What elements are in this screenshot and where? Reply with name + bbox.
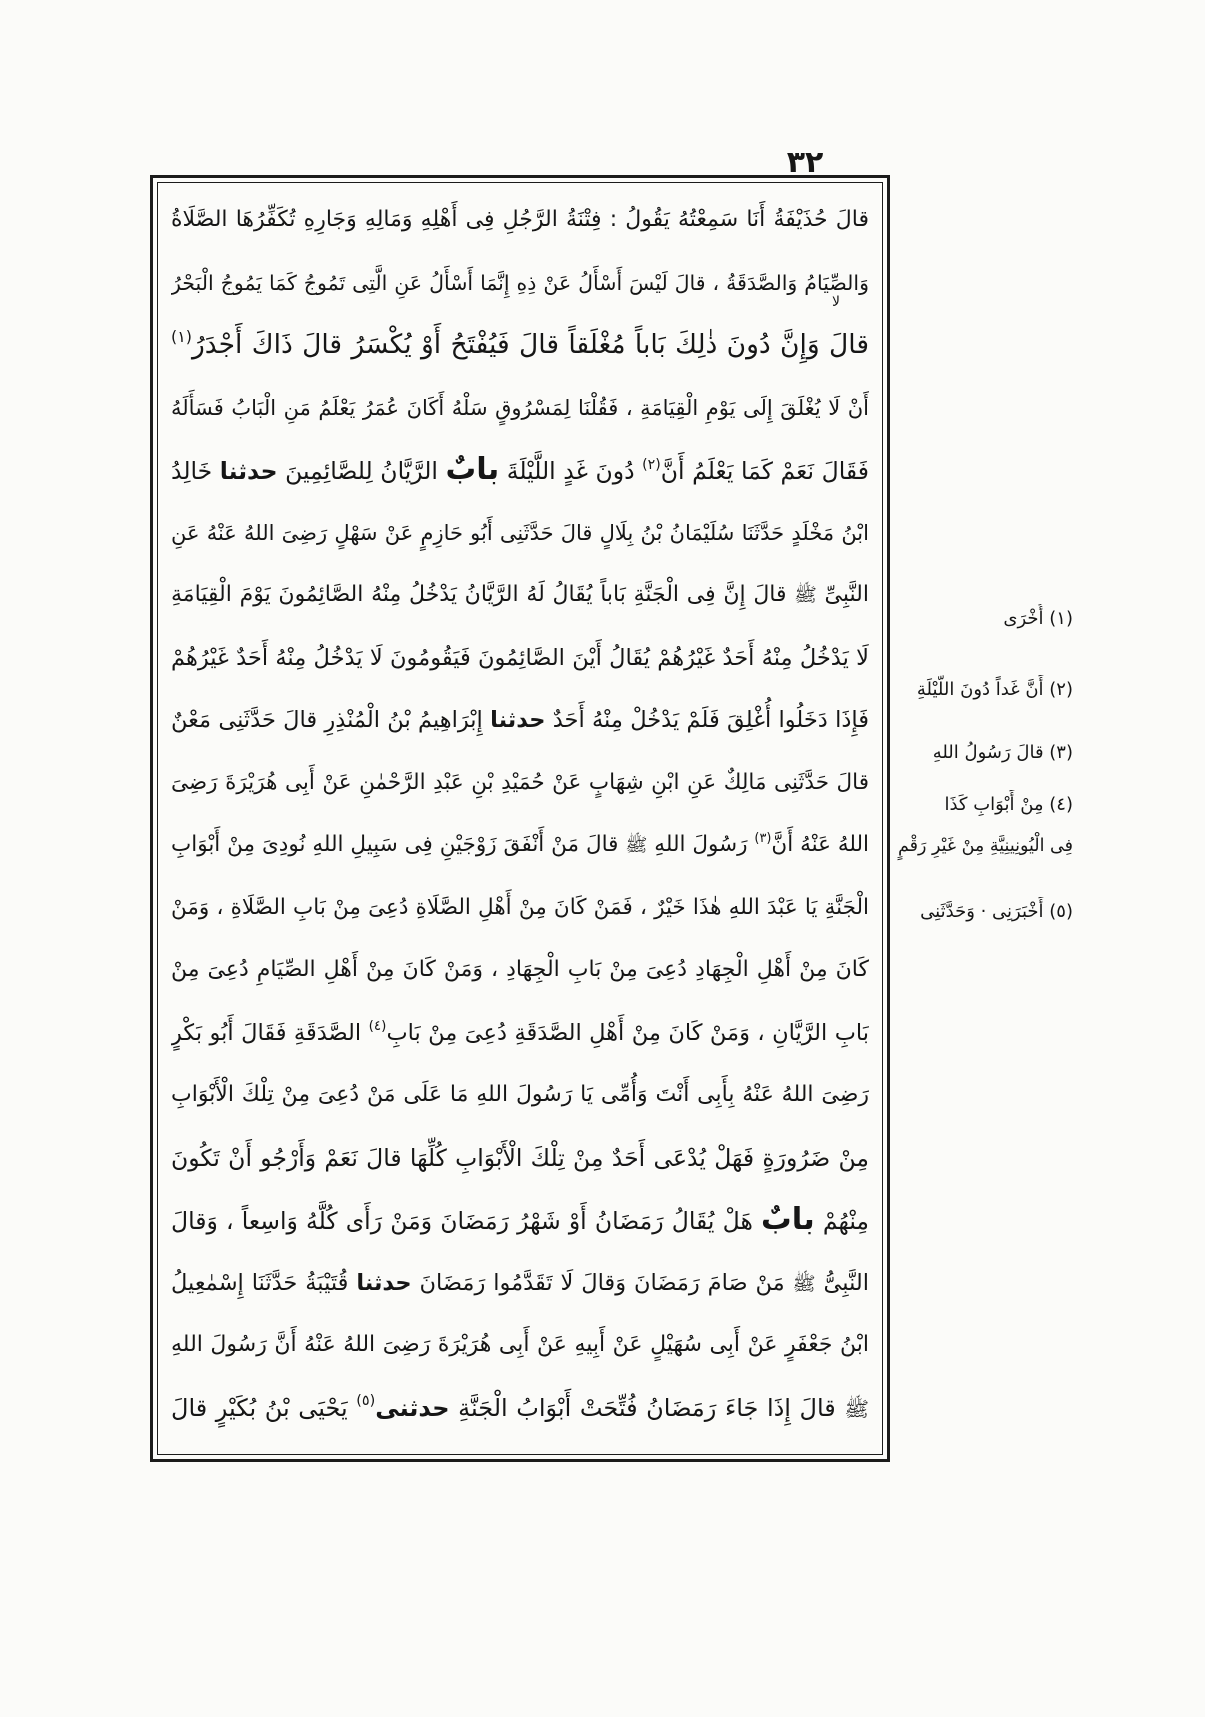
text-segment: أَنْ لَا يُغْلَقَ إِلَى يَوْمِ الْقِيَامَةِ ، فَقُلْنَا لِمَسْرُوقٍ سَلْهُ أَكَانَ عُمَرُ يَعْلَمُ مَنِ الْبَابُ فَسَأَلَهُ <box>171 395 869 420</box>
salutation-symbol: ﷺ <box>794 585 817 606</box>
text-segment: إِبْرَاهِيمُ بْنُ الْمُنْذِرِ قالَ حَدَّثَنِى مَعْنٌ <box>171 707 491 733</box>
margin-note: (٣) قالَ رَسُولُ اللهِ <box>932 742 1073 763</box>
footnote-ref: (١) <box>171 326 192 346</box>
text-line <box>171 439 869 502</box>
text-segment: قالَ مَنْ أَنْفَقَ زَوْجَيْنِ فِى سَبِيلِ اللهِ نُودِىَ مِنْ أَبْوَابِ <box>171 832 626 857</box>
text-segment: قالَ حُذَيْفَةُ أَنَا سَمِعْتُهُ يَقُولُ : فِتْنَةُ الرَّجُلِ فِى أَهْلِهِ وَمَالِهِ وَجَارِهِ تُكَفِّرُهَا الصَّلَاةُ <box>171 207 869 232</box>
page-number: ٣٢ <box>786 145 824 180</box>
text-line <box>171 1002 869 1065</box>
text-segment: فَإِذَا دَخَلُوا أُغْلِقَ فَلَمْ يَدْخُلْ مِنْهُ أَحَدٌ <box>545 707 869 733</box>
variant-mark: لا <box>832 294 840 310</box>
text-segment: يَحْيَى بْنُ بُكَيْرٍ قالَ <box>171 1393 357 1422</box>
text-segment: الصَّدَقَةِ فَقَالَ أَبُو بَكْرٍ <box>171 1019 369 1046</box>
footnote-ref: (٢) <box>642 457 661 474</box>
text-segment: اللهُ عَنْهُ أَنَّ <box>771 832 869 857</box>
footnote-ref: (٤) <box>368 1018 387 1035</box>
text-line <box>171 814 869 877</box>
text-segment: ابْنُ جَعْفَرٍ عَنْ أَبِى سُهَيْلٍ عَنْ أَبِيهِ عَنْ أَبِى هُرَيْرَةَ رَضِىَ اللهُ عَنْهُ أَنَّ رَسُولَ اللهِ <box>171 1332 869 1357</box>
text-segment: وَالصِّيَامُ وَالصَّدَقَةُ ، قالَ لَيْسَ أَسْأَلُ عَنْ ذِهِ إِنَّمَا أَسْأَلُ عَنِ الَّتِى تَمُوجُ كَمَا يَمُوجُ الْبَحْرُ <box>171 270 869 295</box>
margin-note: (١) أُخْرَى <box>1003 608 1073 629</box>
text-segment: الْجَنَّةِ يَا عَبْدَ اللهِ هٰذَا خَيْرٌ ، فَمَنْ كَانَ مِنْ أَهْلِ الصَّلَاةِ دُعِىَ مِنْ بَابِ الصَّلَاةِ ، وَمَنْ <box>171 894 869 920</box>
narration-keyword: حدثنى <box>375 1393 450 1422</box>
text-line <box>171 1314 869 1377</box>
text-line <box>171 252 869 315</box>
text-segment: هَلْ يُقَالُ رَمَضَانُ أَوْ شَهْرُ رَمَضَانَ وَمَنْ رَأَى كُلَّهُ وَاسِعاً ، وَقالَ <box>171 1207 762 1235</box>
text-body <box>171 189 869 1439</box>
margin-note: (٥) أَخْبَرَنِى · وَحَدَّثَنِى <box>920 901 1073 922</box>
text-line <box>171 564 869 627</box>
text-frame <box>150 175 890 1462</box>
text-line <box>171 1127 869 1190</box>
narration-keyword: حدثنا <box>356 1269 412 1296</box>
chapter-heading: بابٌ <box>761 1202 815 1237</box>
text-segment: قُتَيْبَةُ حَدَّثَنَا إِسْمٰعِيلُ <box>171 1269 357 1296</box>
text-segment: دُونَ غَدٍ اللَّيْلَةَ <box>499 457 643 485</box>
text-line <box>171 189 869 252</box>
text-line <box>171 377 869 440</box>
narration-keyword: حدثنا <box>219 457 278 485</box>
footnote-ref: (٣) <box>754 830 772 846</box>
text-line <box>171 939 869 1002</box>
margin-note: فِى الْيُونِينِيَّةِ مِنْ غَيْرِ رَقْمٍ <box>897 836 1073 856</box>
text-segment: قالَ وَإِنَّ دُونَ ذٰلِكَ بَاباً مُغْلَقاً قالَ فَيُفْتَحُ أَوْ يُكْسَرُ قالَ ذَاكَ أَجْدَرُ <box>191 329 869 360</box>
text-segment: مِنْهُمْ <box>814 1207 869 1235</box>
chapter-heading: بابٌ <box>445 452 500 487</box>
text-line <box>171 314 869 377</box>
text-line <box>171 627 869 690</box>
text-line <box>171 1377 869 1440</box>
text-line <box>171 1064 869 1127</box>
text-segment: بَابِ الرَّيَّانِ ، وَمَنْ كَانَ مِنْ أَهْلِ الصَّدَقَةِ دُعِىَ مِنْ بَابِ <box>386 1019 869 1046</box>
text-segment: مَنْ صَامَ رَمَضَانَ وَقالَ لَا تَقَدَّمُوا رَمَضَانَ <box>411 1269 793 1296</box>
text-segment: لَا يَدْخُلُ مِنْهُ أَحَدٌ غَيْرُهُمْ يُقَالُ أَيْنَ الصَّائِمُونَ فَيَقُومُونَ لَا يَدْخُلُ مِنْهُ أَحَدٌ غَيْرُهُمْ <box>171 644 869 671</box>
text-frame-inner <box>157 182 883 1455</box>
salutation-symbol: ﷺ <box>625 835 648 856</box>
text-line <box>171 1252 869 1315</box>
text-segment: النَّبِىِّ <box>816 582 869 607</box>
text-segment: فَقَالَ نَعَمْ كَمَا يَعْلَمُ أَنَّ <box>660 457 869 485</box>
text-segment: الرَّيَّانُ لِلصَّائِمِينَ <box>277 457 446 485</box>
salutation-symbol: ﷺ <box>792 1271 816 1295</box>
text-segment: خَالِدُ <box>171 457 220 485</box>
text-segment: ابْنُ مَخْلَدٍ حَدَّثَنَا سُلَيْمَانُ بْنُ بِلَالٍ قالَ حَدَّثَنِى أَبُو حَازِمٍ عَنْ سَهْلٍ رَضِىَ اللهُ عَنْهُ عَنِ <box>171 520 869 545</box>
salutation-symbol: ﷺ <box>844 1396 869 1421</box>
text-segment: النَّبِىُّ <box>815 1269 869 1296</box>
text-segment: كَانَ مِنْ أَهْلِ الْجِهَادِ دُعِىَ مِنْ بَابِ الْجِهَادِ ، وَمَنْ كَانَ مِنْ أَهْلِ الصِّيَامِ دُعِىَ مِنْ <box>171 957 869 982</box>
text-segment: رَسُولَ اللهِ <box>647 832 755 857</box>
margin-note: (٤) مِنْ أَبْوَابِ كَذَا <box>944 794 1073 815</box>
margin-note: (٢) أَنَّ غَداً دُونَ اللَّيْلَةِ <box>916 679 1073 700</box>
text-line <box>171 752 869 815</box>
text-line <box>171 877 869 940</box>
narration-keyword: حدثنا <box>490 707 546 733</box>
text-segment: مِنْ ضَرُورَةٍ فَهَلْ يُدْعَى أَحَدٌ مِنْ تِلْكَ الْأَبْوَابِ كُلِّهَا قالَ نَعَمْ وَأَرْجُو أَنْ تَكُونَ <box>171 1143 869 1172</box>
footnote-ref: (٥) <box>356 1393 376 1410</box>
text-segment: قالَ إِذَا جَاءَ رَمَضَانُ فُتِّحَتْ أَبْوَابُ الْجَنَّةِ <box>449 1393 845 1422</box>
text-segment: قالَ إِنَّ فِى الْجَنَّةِ بَاباً يُقَالُ لَهُ الرَّيَّانُ يَدْخُلُ مِنْهُ الصَّائِمُونَ يَوْمَ الْقِيَامَةِ <box>171 582 795 607</box>
text-line <box>171 689 869 752</box>
text-segment: رَضِىَ اللهُ عَنْهُ بِأَبِى أَنْتَ وَأُمِّى يَا رَسُولَ اللهِ مَا عَلَى مَنْ دُعِىَ مِنْ تِلْكَ الْأَبْوَابِ <box>171 1082 869 1107</box>
text-line <box>171 1189 869 1252</box>
text-segment: قالَ حَدَّثَنِى مَالِكٌ عَنِ ابْنِ شِهَابٍ عَنْ حُمَيْدِ بْنِ عَبْدِ الرَّحْمٰنِ عَنْ أَبِى هُرَيْرَةَ رَضِىَ <box>171 769 869 795</box>
text-line <box>171 502 869 565</box>
